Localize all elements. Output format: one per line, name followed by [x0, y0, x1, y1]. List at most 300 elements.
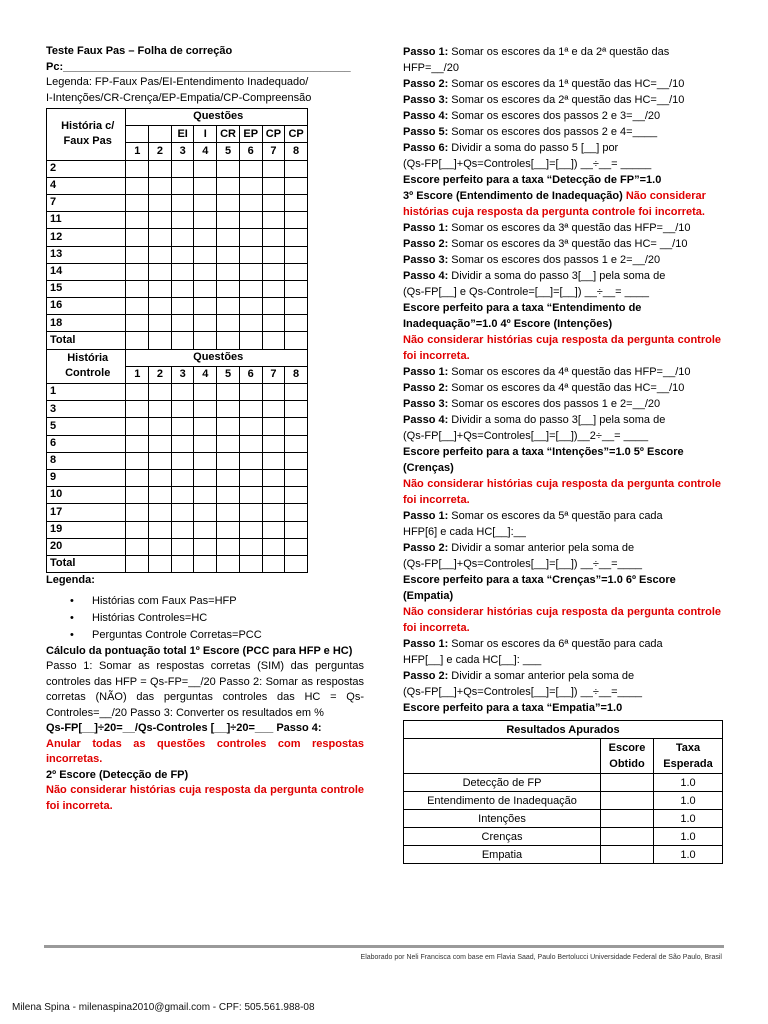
step-line: Passo 1: Somar os escores da 1ª e da 2ª questão das HFP=__/20	[403, 46, 670, 74]
ep-steps	[403, 636, 721, 700]
step-line: Passo 1: Somar os escores da 3ª questão das HFP=__/10	[403, 222, 691, 234]
table-row	[47, 160, 308, 177]
answer-cell[interactable]	[171, 504, 194, 521]
answer-cell[interactable]	[262, 246, 285, 263]
table-row	[47, 384, 308, 401]
obtained-cell[interactable]	[601, 774, 654, 792]
answer-cell[interactable]	[262, 229, 285, 246]
results-row	[404, 792, 723, 810]
table-row	[47, 280, 308, 297]
answer-cell[interactable]	[217, 263, 240, 280]
step-line: (Qs-FP[__]+Qs=Controles[__]=[__]) __÷__=____	[403, 686, 643, 698]
abbr-cell: CR	[217, 126, 240, 143]
answer-cell[interactable]	[194, 332, 217, 349]
answer-cell[interactable]	[149, 504, 172, 521]
answer-cell[interactable]	[194, 246, 217, 263]
score2-warning: Não considerar histórias cuja resposta da pergunta controle foi incorreta.	[46, 784, 364, 812]
answer-cell[interactable]	[239, 212, 262, 229]
answer-cell[interactable]	[126, 280, 149, 297]
step-line: Passo 2: Somar os escores da 3ª questão das HC= __/10	[403, 238, 688, 250]
question-number: 4	[194, 366, 217, 383]
abbr-cell: CP	[262, 126, 285, 143]
answer-cell[interactable]	[171, 521, 194, 538]
answer-cell[interactable]	[194, 384, 217, 401]
answer-cell[interactable]	[149, 229, 172, 246]
answer-cell[interactable]	[171, 160, 194, 177]
row-label: 14	[47, 263, 126, 280]
questions-header: Questões	[126, 109, 308, 126]
row-label: 16	[47, 298, 126, 315]
table-row	[47, 401, 308, 418]
answer-cell[interactable]	[217, 315, 240, 332]
answer-cell[interactable]	[262, 452, 285, 469]
answer-cell[interactable]	[262, 280, 285, 297]
row-label: 7	[47, 194, 126, 211]
answer-cell[interactable]	[262, 504, 285, 521]
answer-cell[interactable]	[285, 487, 308, 504]
answer-cell[interactable]	[126, 418, 149, 435]
answer-cell[interactable]	[217, 521, 240, 538]
answer-cell[interactable]	[171, 435, 194, 452]
answer-cell[interactable]	[285, 469, 308, 486]
step-line: Passo 2: Somar os escores da 4ª questão das HC=__/10	[403, 382, 685, 394]
answer-cell[interactable]	[262, 469, 285, 486]
answer-cell[interactable]	[262, 487, 285, 504]
answer-cell[interactable]	[171, 332, 194, 349]
question-number: 1	[126, 143, 149, 160]
answer-cell[interactable]	[239, 521, 262, 538]
answer-cell[interactable]	[171, 555, 194, 572]
answer-cell[interactable]	[239, 229, 262, 246]
answer-cell[interactable]	[171, 401, 194, 418]
step-line: Passo 3: Somar os escores da 2ª questão das HC=__/10	[403, 94, 685, 106]
answer-cell[interactable]	[194, 538, 217, 555]
result-label: Empatia	[404, 846, 601, 864]
results-row	[404, 774, 723, 792]
empty-header	[404, 739, 601, 774]
author-text: Milena Spina - milenaspina2010@gmail.com - CPF: 505.561.988-08	[12, 1002, 315, 1013]
score3-title: 3º Escore (Entendimento de Inadequação)	[403, 190, 623, 202]
answer-cell[interactable]	[194, 469, 217, 486]
abbr-cell: CP	[285, 126, 308, 143]
answer-cell[interactable]	[194, 177, 217, 194]
ep-perfect: Escore perfeito para a taxa “Empatia”=1.0	[403, 702, 623, 714]
answer-cell[interactable]	[285, 332, 308, 349]
table-row	[47, 263, 308, 280]
table-row	[47, 332, 308, 349]
answer-cell[interactable]	[239, 487, 262, 504]
row-label: 2	[47, 160, 126, 177]
answer-cell[interactable]	[262, 298, 285, 315]
answer-cell[interactable]	[217, 160, 240, 177]
answer-cell[interactable]	[171, 418, 194, 435]
answer-cell[interactable]	[262, 401, 285, 418]
answer-cell[interactable]	[239, 263, 262, 280]
answer-cell[interactable]	[149, 384, 172, 401]
answer-cell[interactable]	[262, 555, 285, 572]
answer-cell[interactable]	[171, 229, 194, 246]
answer-cell[interactable]	[285, 298, 308, 315]
int-perfect: Escore perfeito para a taxa “Intenções”=1.0 5º Escore (Crenças)	[403, 446, 684, 474]
answer-cell[interactable]	[285, 384, 308, 401]
question-number: 8	[285, 366, 308, 383]
abbr-cell: EI	[171, 126, 194, 143]
answer-cell[interactable]	[262, 315, 285, 332]
answer-cell[interactable]	[149, 487, 172, 504]
answer-cell[interactable]	[194, 280, 217, 297]
calc-warning: Anular todas as questões controles com respostas incorretas.	[46, 737, 364, 766]
answer-cell[interactable]	[171, 315, 194, 332]
answer-cell[interactable]	[285, 194, 308, 211]
step-line: Passo 3: Somar os escores dos passos 1 e 2=__/20	[403, 398, 661, 410]
row-label: 5	[47, 418, 126, 435]
answer-cell[interactable]	[126, 538, 149, 555]
answer-cell[interactable]	[126, 384, 149, 401]
question-number: 5	[217, 366, 240, 383]
history-header: História Controle	[47, 349, 126, 383]
row-label: 9	[47, 469, 126, 486]
table-row	[47, 487, 308, 504]
step-line: HFP[__] e cada HC[__]: ___	[403, 654, 542, 666]
answer-cell[interactable]	[171, 538, 194, 555]
answer-cell[interactable]	[217, 384, 240, 401]
answer-cell[interactable]	[194, 194, 217, 211]
answer-cell[interactable]	[126, 332, 149, 349]
legend-title: Legenda:	[46, 574, 95, 587]
question-number: 7	[262, 143, 285, 160]
answer-cell[interactable]	[126, 401, 149, 418]
answer-cell[interactable]	[171, 469, 194, 486]
step-line: Passo 2: Dividir a somar anterior pela soma de	[403, 670, 635, 682]
answer-cell[interactable]	[171, 280, 194, 297]
answer-cell[interactable]	[126, 229, 149, 246]
answer-cell[interactable]	[171, 246, 194, 263]
answer-cell[interactable]	[194, 160, 217, 177]
answer-cell[interactable]	[239, 401, 262, 418]
abbr-cell	[149, 126, 172, 143]
row-label: 17	[47, 504, 126, 521]
answer-cell[interactable]	[194, 315, 217, 332]
answer-cell[interactable]	[217, 212, 240, 229]
answer-cell[interactable]	[262, 538, 285, 555]
answer-cell[interactable]	[239, 418, 262, 435]
abbr-cell: EP	[239, 126, 262, 143]
answer-cell[interactable]	[149, 332, 172, 349]
answer-cell[interactable]	[285, 418, 308, 435]
legend-item: • Histórias com Faux Pas=HFP	[46, 593, 364, 610]
answer-cell[interactable]	[239, 194, 262, 211]
step-line: (Qs-FP[__]+Qs=Controles[__]=[__])__2÷__= ____	[403, 430, 649, 442]
expected-value: 1.0	[654, 810, 723, 828]
row-label: 8	[47, 452, 126, 469]
answer-cell[interactable]	[239, 177, 262, 194]
answer-cell[interactable]	[285, 177, 308, 194]
ei-steps	[403, 220, 721, 300]
answer-cell[interactable]	[262, 177, 285, 194]
answer-cell[interactable]	[262, 212, 285, 229]
question-number: 4	[194, 143, 217, 160]
table-row	[47, 229, 308, 246]
answer-cell[interactable]	[149, 401, 172, 418]
step-line: HFP[6] e cada HC[__]:__	[403, 526, 526, 538]
table-row	[47, 315, 308, 332]
answer-cell[interactable]	[126, 487, 149, 504]
row-label: 3	[47, 401, 126, 418]
answer-cell[interactable]	[285, 160, 308, 177]
table-row	[47, 435, 308, 452]
answer-cell[interactable]	[217, 229, 240, 246]
answer-cell[interactable]	[126, 263, 149, 280]
answer-cell[interactable]	[126, 160, 149, 177]
fp-steps	[403, 44, 721, 172]
answer-cell[interactable]	[194, 504, 217, 521]
answer-cell[interactable]	[194, 452, 217, 469]
answer-cell[interactable]	[262, 263, 285, 280]
table-row	[47, 469, 308, 486]
result-label: Detecção de FP	[404, 774, 601, 792]
answer-cell[interactable]	[217, 246, 240, 263]
results-table	[403, 720, 723, 864]
answer-cell[interactable]	[126, 435, 149, 452]
questions-header: Questões	[126, 349, 308, 366]
legend-item: • Histórias Controles=HC	[46, 610, 364, 627]
calc-text: Passo 1: Somar as respostas corretas (SIM) das perguntas controles das HFP = Qs-FP=__/20 Passo 2: Somar as respostas corretas (NÃO) das perguntas controles das HC = Qs-Controles=__/20 Passo 3: Converter os resultados em %	[46, 660, 364, 719]
credit-text: Elaborado por Neli Francisca com base em Flavia Saad, Paulo Bertolucci Universidade Federal de São Paulo, Brasil	[360, 954, 722, 961]
answer-cell[interactable]	[126, 504, 149, 521]
answer-cell[interactable]	[285, 246, 308, 263]
row-label: 15	[47, 280, 126, 297]
step-line: Passo 4: Dividir a soma do passo 3[__] pela soma de	[403, 270, 666, 282]
answer-cell[interactable]	[126, 555, 149, 572]
answer-cell[interactable]	[149, 298, 172, 315]
answer-cell[interactable]	[217, 418, 240, 435]
answer-cell[interactable]	[194, 555, 217, 572]
ei-perfect: Escore perfeito para a taxa “Entendimento de Inadequação”=1.0 4º Escore (Intenções)	[403, 302, 642, 330]
answer-cell[interactable]	[149, 521, 172, 538]
answer-cell[interactable]	[239, 298, 262, 315]
answer-cell[interactable]	[239, 469, 262, 486]
answer-cell[interactable]	[149, 435, 172, 452]
answer-cell[interactable]	[149, 315, 172, 332]
answer-cell[interactable]	[149, 194, 172, 211]
answer-cell[interactable]	[217, 452, 240, 469]
answer-cell[interactable]	[126, 298, 149, 315]
answer-cell[interactable]	[194, 401, 217, 418]
answer-cell[interactable]	[217, 504, 240, 521]
answer-cell[interactable]	[171, 212, 194, 229]
answer-cell[interactable]	[194, 212, 217, 229]
answer-cell[interactable]	[239, 280, 262, 297]
answer-cell[interactable]	[126, 452, 149, 469]
answer-cell[interactable]	[149, 280, 172, 297]
answer-cell[interactable]	[285, 229, 308, 246]
answer-cell[interactable]	[217, 332, 240, 349]
result-label: Crenças	[404, 828, 601, 846]
question-number: 3	[171, 366, 194, 383]
table-row	[47, 246, 308, 263]
answer-cell[interactable]	[285, 521, 308, 538]
question-number: 2	[149, 143, 172, 160]
answer-cell[interactable]	[262, 418, 285, 435]
expected-header: Taxa Esperada	[654, 739, 723, 774]
expected-value: 1.0	[654, 846, 723, 864]
answer-cell[interactable]	[285, 504, 308, 521]
step-line: Passo 3: Somar os escores dos passos 1 e 2=__/20	[403, 254, 661, 266]
answer-cell[interactable]	[194, 229, 217, 246]
table-row	[47, 177, 308, 194]
results-row	[404, 810, 723, 828]
row-label: 10	[47, 487, 126, 504]
step-line: Passo 4: Dividir a soma do passo 3[__] pela soma de	[403, 414, 666, 426]
answer-cell[interactable]	[126, 469, 149, 486]
answer-cell[interactable]	[149, 263, 172, 280]
answer-cell[interactable]	[262, 384, 285, 401]
answer-cell[interactable]	[194, 487, 217, 504]
answer-cell[interactable]	[126, 194, 149, 211]
answer-cell[interactable]	[217, 401, 240, 418]
results-row	[404, 828, 723, 846]
answer-cell[interactable]	[239, 160, 262, 177]
answer-cell[interactable]	[194, 521, 217, 538]
answer-cell[interactable]	[149, 555, 172, 572]
answer-cell[interactable]	[239, 504, 262, 521]
answer-cell[interactable]	[149, 212, 172, 229]
answer-cell[interactable]	[239, 435, 262, 452]
answer-cell[interactable]	[126, 246, 149, 263]
answer-cell[interactable]	[262, 160, 285, 177]
answer-cell[interactable]	[171, 194, 194, 211]
answer-cell[interactable]	[285, 212, 308, 229]
row-label: 20	[47, 538, 126, 555]
answer-cell[interactable]	[194, 263, 217, 280]
results-title: Resultados Apurados	[404, 721, 723, 739]
answer-cell[interactable]	[239, 332, 262, 349]
footer-divider	[44, 945, 724, 948]
answer-cell[interactable]	[149, 469, 172, 486]
answer-cell[interactable]	[239, 555, 262, 572]
answer-cell[interactable]	[285, 435, 308, 452]
answer-cell[interactable]	[126, 521, 149, 538]
answer-cell[interactable]	[217, 538, 240, 555]
answer-cell[interactable]	[262, 332, 285, 349]
row-label: 18	[47, 315, 126, 332]
answer-cell[interactable]	[217, 194, 240, 211]
answer-cell[interactable]	[217, 555, 240, 572]
answer-cell[interactable]	[217, 280, 240, 297]
step-line: Passo 2: Dividir a somar anterior pela soma de	[403, 542, 635, 554]
answer-cell[interactable]	[285, 538, 308, 555]
answer-cell[interactable]	[262, 194, 285, 211]
answer-cell[interactable]	[149, 246, 172, 263]
results-row	[404, 846, 723, 864]
obtained-cell[interactable]	[601, 810, 654, 828]
answer-cell[interactable]	[262, 521, 285, 538]
abbr-cell	[126, 126, 149, 143]
history-header: História c/ Faux Pas	[47, 109, 126, 161]
answer-cell[interactable]	[239, 452, 262, 469]
answer-cell[interactable]	[285, 315, 308, 332]
legend-list	[46, 593, 364, 644]
step-line: (Qs-FP[__] e Qs-Controle=[__]=[__]) __÷__= ____	[403, 286, 650, 298]
right-column	[403, 44, 721, 864]
answer-cell[interactable]	[285, 452, 308, 469]
answer-cell[interactable]	[149, 538, 172, 555]
answer-cell[interactable]	[217, 469, 240, 486]
step-line: Passo 4: Somar os escores dos passos 2 e 3=__/20	[403, 110, 661, 122]
score2-title: 2º Escore (Detecção de FP)	[46, 768, 189, 781]
fp-perfect: Escore perfeito para a taxa “Detecção de FP”=1.0	[403, 174, 662, 186]
answer-cell[interactable]	[239, 315, 262, 332]
step-line: Passo 1: Somar os escores da 4ª questão das HFP=__/10	[403, 366, 691, 378]
step-line: Passo 5: Somar os escores dos passos 2 e 4=____	[403, 126, 658, 138]
row-label: 19	[47, 521, 126, 538]
int-steps	[403, 364, 721, 444]
answer-cell[interactable]	[217, 298, 240, 315]
answer-cell[interactable]	[285, 401, 308, 418]
step-line: Passo 6: Dividir a soma do passo 5 [__] por	[403, 142, 619, 154]
answer-cell[interactable]	[194, 435, 217, 452]
pc-field: Pc:_______________________________________________	[46, 60, 351, 73]
answer-cell[interactable]	[171, 487, 194, 504]
step-line: Passo 1: Somar os escores da 6ª questão para cada	[403, 638, 663, 650]
answer-cell[interactable]	[217, 487, 240, 504]
row-label: 13	[47, 246, 126, 263]
calc-title: Cálculo da pontuação total 1º Escore (PCC para HFP e HC)	[46, 644, 353, 657]
question-number: 1	[126, 366, 149, 383]
answer-cell[interactable]	[262, 435, 285, 452]
answer-cell[interactable]	[171, 384, 194, 401]
expected-value: 1.0	[654, 774, 723, 792]
answer-cell[interactable]	[239, 538, 262, 555]
answer-cell[interactable]	[171, 298, 194, 315]
question-number: 6	[239, 366, 262, 383]
result-label: Entendimento de Inadequação	[404, 792, 601, 810]
answer-cell[interactable]	[171, 263, 194, 280]
answer-cell[interactable]	[149, 177, 172, 194]
obtained-cell[interactable]	[601, 846, 654, 864]
answer-cell[interactable]	[217, 177, 240, 194]
legend-item: • Perguntas Controle Corretas=PCC	[46, 627, 364, 644]
answer-cell[interactable]	[171, 177, 194, 194]
step-line: (Qs-FP[__]+Qs=Controles[__]=[__]) __÷__= _____	[403, 158, 652, 170]
obtained-cell[interactable]	[601, 828, 654, 846]
answer-cell[interactable]	[285, 280, 308, 297]
step-line: (Qs-FP[__]+Qs=Controles[__]=[__]) __÷__=____	[403, 558, 643, 570]
int-warning: Não considerar histórias cuja resposta da pergunta controle foi incorreta.	[403, 478, 721, 506]
answer-cell[interactable]	[285, 263, 308, 280]
answer-cell[interactable]	[171, 452, 194, 469]
answer-cell[interactable]	[239, 384, 262, 401]
answer-cell[interactable]	[126, 177, 149, 194]
row-label: 12	[47, 229, 126, 246]
obtained-cell[interactable]	[601, 792, 654, 810]
row-label: Total	[47, 555, 126, 572]
answer-cell[interactable]	[126, 315, 149, 332]
legend-line-1: Legenda: FP-Faux Pas/EI-Entendimento Inadequado/	[46, 76, 309, 88]
answer-cell[interactable]	[285, 555, 308, 572]
control-table	[46, 349, 308, 573]
answer-cell[interactable]	[217, 435, 240, 452]
answer-cell[interactable]	[149, 418, 172, 435]
answer-cell[interactable]	[126, 212, 149, 229]
answer-cell[interactable]	[239, 246, 262, 263]
answer-cell[interactable]	[194, 298, 217, 315]
table-row	[47, 452, 308, 469]
answer-cell[interactable]	[194, 418, 217, 435]
answer-cell[interactable]	[149, 452, 172, 469]
faux-pas-table	[46, 108, 308, 350]
answer-cell[interactable]	[149, 160, 172, 177]
